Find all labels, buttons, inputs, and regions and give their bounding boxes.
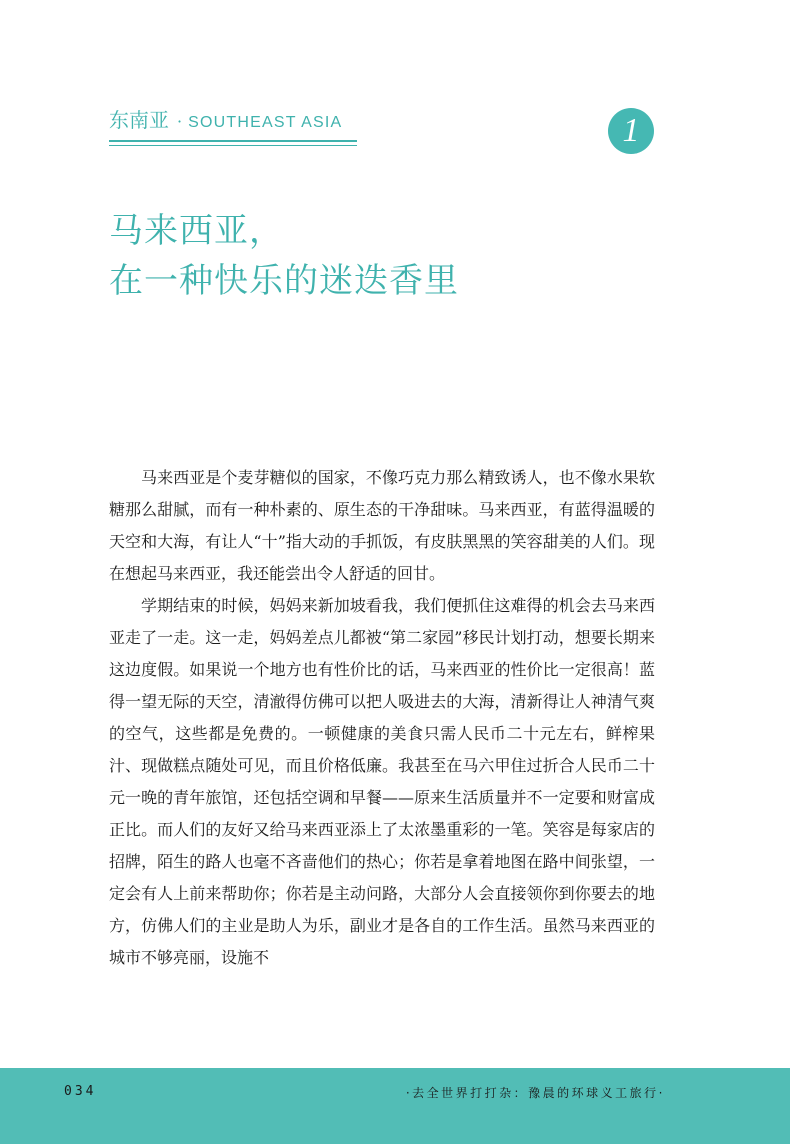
- chapter-number: 1: [622, 112, 640, 149]
- header-rule-thick: [109, 140, 357, 142]
- section-separator: ·: [177, 112, 183, 131]
- chapter-number-badge: [608, 108, 654, 154]
- page-number: 034: [64, 1084, 97, 1099]
- section-name-english: SOUTHEAST ASIA: [188, 114, 343, 131]
- running-book-title: ·去全世界打打杂：豫晨的环球义工旅行·: [405, 1086, 665, 1100]
- section-label: [109, 108, 357, 135]
- chapter-title-line-2: 在一种快乐的迷迭香里: [109, 261, 459, 301]
- header-rule-thin: [109, 145, 357, 146]
- body-paragraph: 马来西亚是个麦芽糖似的国家，不像巧克力那么精致诱人，也不像水果软糖那么甜腻，而有一种朴素的、原生态的干净甜味。马来西亚，有蓝得温暖的天空和大海，有让人“十”指大动的手抓饭，有皮肤黑黑的笑容甜美的人们。现在想起马来西亚，我还能尝出令人舒适的回甘。: [109, 468, 655, 583]
- body-text: [109, 462, 655, 974]
- section-name-chinese: 东南亚: [109, 108, 169, 132]
- body-paragraph: 学期结束的时候，妈妈来新加坡看我，我们便抓住这难得的机会去马来西亚走了一走。这一走，妈妈差点儿都被“第二家园”移民计划打动，想要长期来这边度假。如果说一个地方也有性价比的话，马来西亚的性价比一定很高！蓝得一望无际的天空，清澈得仿佛可以把人吸进去的大海，清新得让人神清气爽的空气，这些都是免费的。一顿健康的美食只需人民币二十元左右，鲜榨果汁、现做糕点随处可见，而且价格低廉。我甚至在马六甲住过折合人民币二十元一晚的青年旅馆，还包括空调和早餐——原来生活质量并不一定要和财富成正比。而人们的友好又给马来西亚添上了太浓墨重彩的一笔。笑容是每家店的招牌，陌生的路人也毫不吝啬他们的热心；你若是拿着地图在路中间张望，一定会有人上前来帮助你；你若是主动问路，大部分人会直接领你到你要去的地方，仿佛人们的主业是助人为乐，副业才是各自的工作生活。虽然马来西亚的城市不够亮丽，设施不: [109, 596, 655, 967]
- section-header: [109, 108, 357, 135]
- chapter-title: [109, 206, 669, 306]
- page-footer: [0, 1068, 790, 1144]
- chapter-title-line-1: 马来西亚，: [109, 211, 284, 251]
